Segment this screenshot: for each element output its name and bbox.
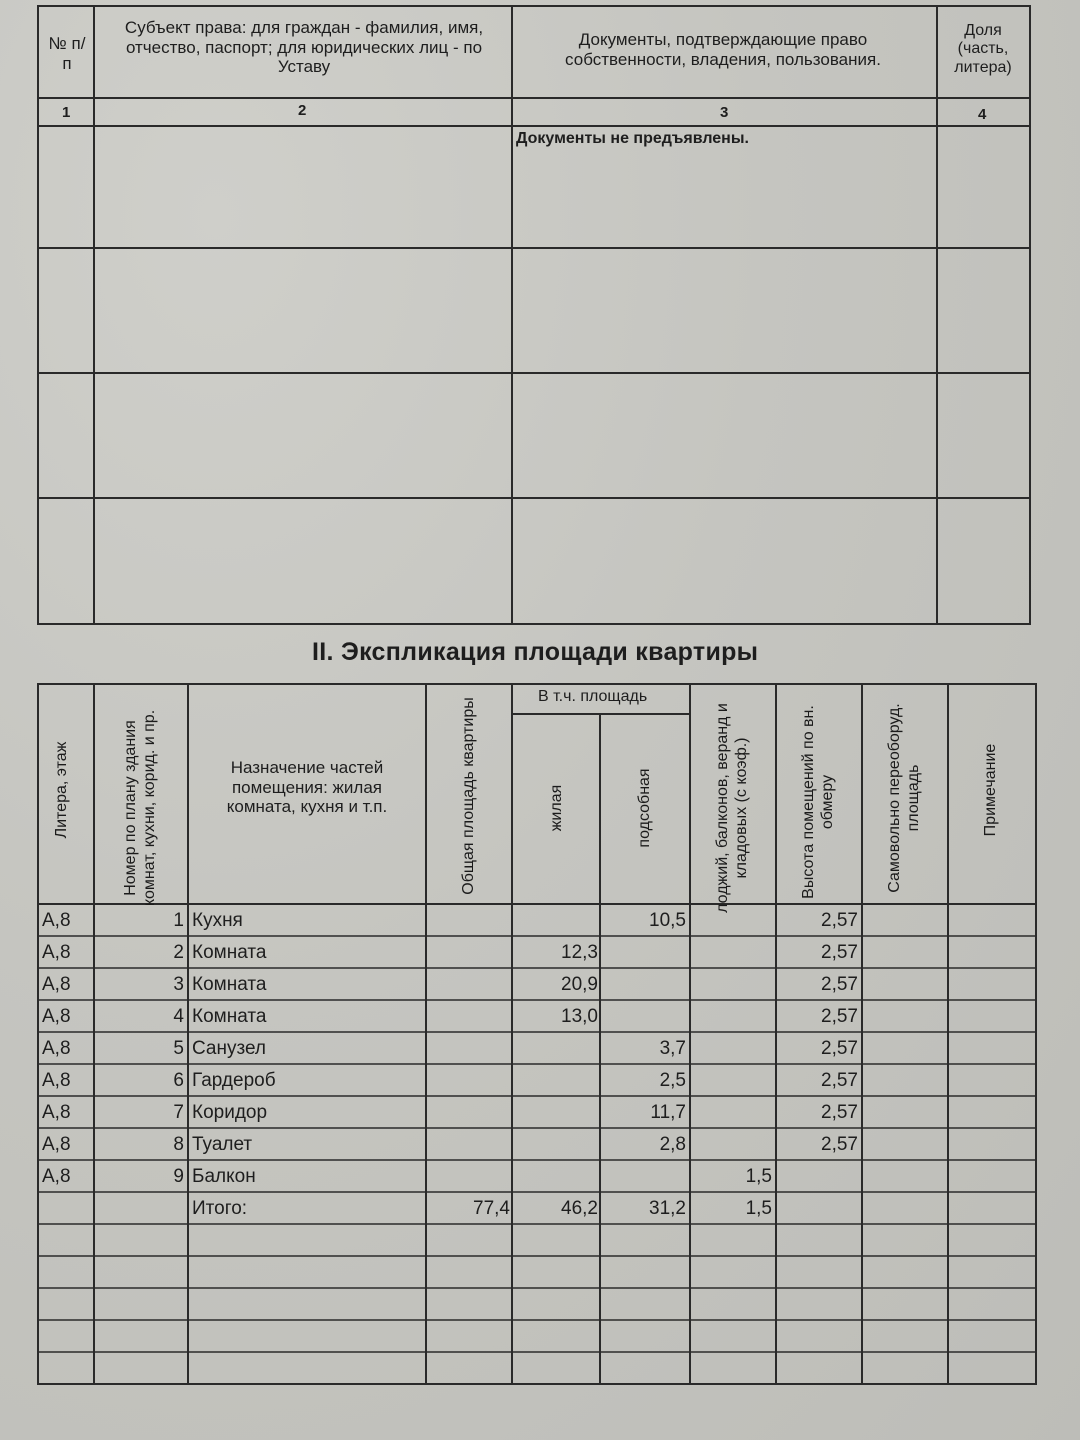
- table2-header-total-area: Общая площадь квартиры: [459, 697, 477, 895]
- cell-loggia: 1,5: [745, 1198, 772, 1219]
- cell-living: 46,2: [561, 1198, 598, 1219]
- section-title: II. Экспликация площади квартиры: [312, 638, 759, 666]
- cell-aux: 31,2: [649, 1198, 686, 1219]
- cell-litera: А,8: [42, 1070, 71, 1091]
- table1-header-documents: Документы, подтверждающие право собственности, владения, пользования.: [565, 30, 881, 69]
- cell-height: 2,57: [821, 1134, 858, 1155]
- table2-header-purpose: Назначение частей помещения: жилая комната, кухня и т.п.: [226, 758, 388, 817]
- cell-purpose: Итого:: [192, 1198, 248, 1219]
- cell-height: 2,57: [821, 1102, 858, 1123]
- table2-header-litera: Литера, этаж: [52, 741, 70, 839]
- cell-purpose: Санузел: [192, 1038, 267, 1059]
- cell-height: 2,57: [821, 1038, 858, 1059]
- cell-height: 2,57: [821, 974, 858, 995]
- cell-purpose: Комната: [192, 1006, 267, 1027]
- cell-room-num: 2: [173, 942, 184, 963]
- cell-purpose: Балкон: [192, 1166, 256, 1187]
- table1-colnum-2: 2: [298, 102, 307, 119]
- table1-header-share: Доля (часть, литера): [954, 22, 1012, 76]
- cell-aux: 2,5: [659, 1070, 686, 1091]
- cell-loggia: 1,5: [745, 1166, 772, 1187]
- cell-litera: А,8: [42, 1038, 71, 1059]
- table1-note: Документы не предъявлены.: [516, 130, 749, 147]
- cell-room-num: 9: [173, 1166, 184, 1187]
- table1-header-subject: Субъект права: для граждан - фамилия, имя, отчество, паспорт; для юридических лиц - по Уставу: [124, 18, 484, 77]
- cell-living: 12,3: [561, 942, 598, 963]
- cell-purpose: Комната: [192, 974, 267, 995]
- cell-litera: А,8: [42, 1006, 71, 1027]
- cell-litera: А,8: [42, 1134, 71, 1155]
- cell-litera: А,8: [42, 942, 71, 963]
- cell-aux: 2,8: [659, 1134, 686, 1155]
- table2-header-loggia: лоджий, балконов, веранд и кладовых (с коэф.): [714, 703, 750, 913]
- cell-aux: 3,7: [659, 1038, 686, 1059]
- table2-header-incl-area: В т.ч. площадь: [538, 688, 648, 705]
- cell-room-num: 5: [173, 1038, 184, 1059]
- cell-height: 2,57: [821, 1006, 858, 1027]
- table1-header-num: № п/п: [48, 34, 86, 73]
- cell-room-num: 8: [173, 1134, 184, 1155]
- table1-colnum-3: 3: [720, 104, 729, 121]
- table2-header-unauthorized: Самовольно переоборуд. площадь: [886, 703, 922, 893]
- cell-purpose: Коридор: [192, 1102, 268, 1123]
- cell-aux: 10,5: [649, 910, 686, 931]
- cell-purpose: Кухня: [192, 910, 243, 931]
- table1-colnum-4: 4: [978, 106, 987, 123]
- table2-header-note: Примечание: [981, 743, 999, 837]
- cell-room-num: 7: [173, 1102, 184, 1123]
- cell-room-num: 3: [173, 974, 184, 995]
- cell-height: 2,57: [821, 1070, 858, 1091]
- cell-living: 20,9: [561, 974, 598, 995]
- cell-purpose: Туалет: [192, 1134, 253, 1155]
- table2-header-living: жилая: [547, 784, 565, 832]
- cell-litera: А,8: [42, 974, 71, 995]
- cell-purpose: Комната: [192, 942, 267, 963]
- cell-living: 13,0: [561, 1006, 598, 1027]
- cell-height: 2,57: [821, 910, 858, 931]
- cell-height: 2,57: [821, 942, 858, 963]
- cell-litera: А,8: [42, 1166, 71, 1187]
- cell-litera: А,8: [42, 1102, 71, 1123]
- table2-header-room-number: Номер по плану здания комнат, кухни, корид. и пр.: [122, 709, 158, 907]
- table1-colnum-1: 1: [62, 104, 71, 121]
- table2-header-height: Высота помещений по вн. обмеру: [800, 705, 836, 899]
- cell-litera: А,8: [42, 910, 71, 931]
- cell-room-num: 4: [173, 1006, 184, 1027]
- cell-total: 77,4: [473, 1198, 510, 1219]
- cell-room-num: 6: [173, 1070, 184, 1091]
- cell-purpose: Гардероб: [192, 1070, 276, 1091]
- table2-header-auxiliary: подсобная: [635, 768, 653, 848]
- cell-aux: 11,7: [650, 1102, 686, 1123]
- cell-room-num: 1: [173, 910, 184, 931]
